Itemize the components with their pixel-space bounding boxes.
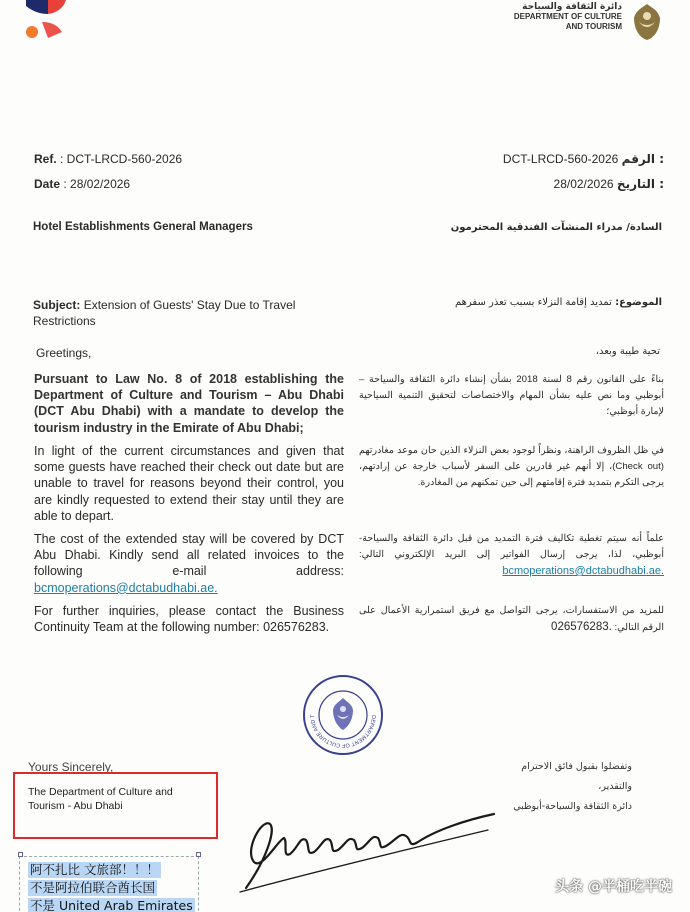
selection-handle-right[interactable] bbox=[196, 852, 201, 857]
paragraph-circumstances-arabic: في ظل الظروف الراهنة، ونظراً لوجود بعض النزلاء الذين حان موعد مغادرتهم (Check out)، إلا أنهم غير قادرين على السفر لأسباب خارجة عن إرادتهم، يرجى التكرم بتمديد فترة إقامتهم إلى حين تمكنهم من المغادرة. bbox=[359, 445, 664, 488]
stamp-text: DEPARTMENT OF CULTURE AND T bbox=[309, 714, 377, 749]
phone-number-arabic: 026576283. bbox=[551, 621, 612, 633]
signatory-department bbox=[28, 785, 208, 813]
paragraph-cost-text-arabic: علماً أنه سيتم تغطية تكاليف فترة التمديد من قبل دائرة الثقافة والسياحة- أبوظبي، لذا، يرجى إرسال الفواتير إلى البريد الإلكتروني التالي: bbox=[359, 533, 664, 560]
paragraph-cost-arabic bbox=[359, 531, 664, 580]
stamp-falcon-icon bbox=[333, 698, 353, 730]
addressee-arabic: السادة/ مدراء المنشآت الفندقية المحترمون bbox=[450, 222, 662, 233]
annotation-line1: 阿不扎比 文旅部！！！ bbox=[30, 862, 159, 877]
paragraph-law-arabic: بناءً على القانون رقم 8 لسنة 2018 بشأن إنشاء دائرة الثقافة والسياحة – أبوظبي وما نص عليه بشأن المهام والاختصاصات لتحقيق التنمية السياحية لإمارة أبوظبي؛ bbox=[359, 374, 664, 417]
brand-logo bbox=[22, 0, 72, 42]
email-link-arabic[interactable]: bcmoperations@dctabudhabi.ae. bbox=[502, 565, 664, 577]
closing-arabic-line3: دائرة الثقافة والسياحة-أبوظبي bbox=[513, 801, 632, 812]
reference-line-arabic bbox=[503, 152, 664, 166]
closing-arabic bbox=[492, 757, 632, 817]
reference-label: Ref. bbox=[34, 152, 57, 166]
closing-salutation: Yours Sincerely, bbox=[28, 760, 114, 774]
date-value: : 28/02/2026 bbox=[63, 177, 131, 191]
falcon-emblem-icon bbox=[630, 2, 664, 42]
date-line bbox=[34, 177, 130, 191]
subject-text-arabic: تمديد إقامة النزلاء بسبب تعذر سفرهم bbox=[454, 297, 612, 308]
reference-value: : DCT-LRCD-560-2026 bbox=[60, 152, 183, 166]
subject-text: Extension of Guests' Stay Due to Travel Restrictions bbox=[33, 298, 296, 328]
closing-arabic-line1: وتفضلوا بقبول فائق الاحترام bbox=[521, 761, 632, 772]
date-label-arabic: التاريخ : bbox=[616, 177, 664, 191]
paragraph-inquiries bbox=[34, 603, 344, 635]
org-name-line1: DEPARTMENT OF CULTURE bbox=[513, 12, 622, 21]
paragraph-inquiries-text: For further inquiries, please contact the Business Continuity Team at the following number: bbox=[34, 604, 344, 635]
email-link[interactable]: bcmoperations@dctabudhabi.ae. bbox=[34, 580, 218, 595]
subject-label-arabic: الموضوع: bbox=[615, 297, 662, 308]
closing-arabic-line2: والتقدير، bbox=[598, 781, 632, 792]
paragraph-cost bbox=[34, 531, 344, 596]
subject-line-arabic bbox=[455, 297, 662, 308]
handwritten-signature bbox=[226, 800, 506, 896]
paragraph-circumstances: In light of the current circumstances and given that some guests have reached their check out date but are unable to travel for reasons beyond their control, you are kindly requested to extend their stay until they are able to depart. bbox=[34, 444, 344, 523]
paragraph-inquiries-text-arabic: للمزيد من الاستفسارات، يرجى التواصل مع فريق استمرارية الأعمال على الرقم التالي: bbox=[359, 605, 664, 633]
greeting: Greetings, bbox=[36, 346, 92, 360]
paragraph-cost-text: The cost of the extended stay will be covered by DCT Abu Dhabi. Kindly send all related invoices to the following e-mail address: bbox=[34, 532, 344, 579]
org-name-line2: AND TOURISM bbox=[565, 22, 622, 31]
stamp-text-arabic bbox=[302, 674, 303, 675]
subject-line bbox=[33, 297, 353, 329]
reference-line bbox=[34, 152, 182, 166]
dct-header-logo bbox=[513, 0, 664, 44]
addressee: Hotel Establishments General Managers bbox=[33, 221, 253, 233]
official-stamp bbox=[302, 674, 384, 756]
signatory-line2: Tourism - Abu Dhabi bbox=[28, 800, 123, 812]
watermark: 头条 @半桶吃半碗 bbox=[555, 879, 672, 895]
reference-label-arabic: الرقم : bbox=[621, 152, 664, 166]
signatory-line1: The Department of Culture and bbox=[28, 786, 173, 798]
subject-label: Subject: bbox=[33, 298, 81, 312]
paragraph-law: Pursuant to Law No. 8 of 2018 establishing the Department of Culture and Tourism – Abu Dhabi (DCT Abu Dhabi) with a mandate to develop the tourism industry in the Emirate of Abu Dhabi; bbox=[34, 372, 344, 435]
annotation-line2: 不是阿拉伯联合酋长国 bbox=[30, 880, 156, 895]
date-line-arabic bbox=[554, 177, 664, 191]
paragraph-inquiries-arabic bbox=[359, 603, 664, 636]
selection-handle-left[interactable] bbox=[18, 852, 23, 857]
date-label: Date bbox=[34, 177, 61, 191]
org-name-arabic: دائرة الثقافة والسياحة bbox=[522, 2, 622, 12]
annotation-line3: 不是 United Arab Emirates bbox=[30, 898, 193, 912]
phone-number: 026576283. bbox=[263, 620, 330, 635]
reference-value-arabic: DCT-LRCD-560-2026 bbox=[502, 152, 619, 166]
greeting-arabic: تحية طيبة وبعد، bbox=[595, 346, 660, 357]
date-value-arabic: 28/02/2026 bbox=[553, 177, 614, 191]
